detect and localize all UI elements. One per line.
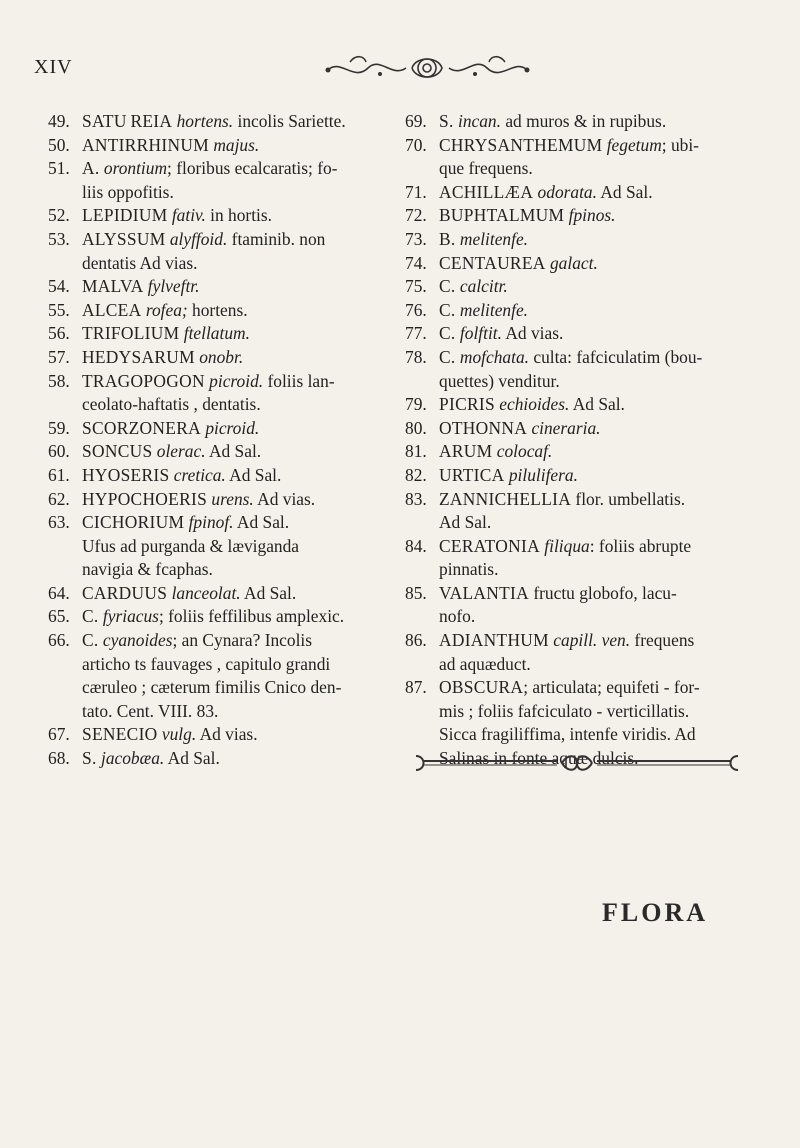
- entry-number: 82.: [405, 464, 427, 485]
- genus-name: OTHONNA: [439, 417, 528, 438]
- species-epithet: fpinof.: [188, 512, 234, 533]
- genus-name: ACHILLÆA: [439, 181, 534, 202]
- genus-name: C.: [439, 276, 456, 297]
- species-epithet: cretica.: [173, 464, 226, 485]
- entry-continuation: que frequens.: [439, 158, 533, 179]
- genus-name: C.: [439, 346, 456, 367]
- page-folio: XIV: [34, 56, 73, 78]
- entry-text: Ad Sal.: [225, 464, 282, 485]
- entry-continuation: navigia & fcaphas.: [82, 559, 213, 580]
- species-epithet: fativ.: [171, 205, 206, 226]
- entry-number: 53.: [48, 228, 70, 249]
- entry-number: 72.: [405, 205, 427, 226]
- catalog-entry: [405, 134, 725, 181]
- entry-text: ad muros & in rupibus.: [500, 111, 667, 131]
- entry-continuation: Sicca fragiliffima, intenfe viridis. Ad: [439, 724, 696, 745]
- genus-name: SONCUS: [82, 441, 153, 462]
- catalog-entry: [48, 322, 370, 346]
- tail-ornament-icon: [412, 752, 742, 774]
- catalog-entry: [405, 181, 725, 205]
- entry-number: 60.: [48, 441, 70, 462]
- genus-name: TRIFOLIUM: [82, 323, 180, 344]
- catalog-entry: [405, 417, 725, 441]
- species-epithet: calcitr.: [459, 276, 508, 297]
- genus-name: S.: [439, 111, 454, 131]
- catalog-entry: [405, 322, 725, 346]
- genus-name: C.: [439, 299, 456, 320]
- entry-number: 85.: [405, 582, 427, 603]
- entry-number: 80.: [405, 417, 427, 438]
- species-epithet: odorata.: [537, 181, 597, 202]
- species-epithet: galact.: [549, 252, 598, 273]
- catalog-entry: [48, 747, 370, 771]
- species-epithet: picroid.: [209, 370, 264, 391]
- entry-continuation: quettes) venditur.: [439, 370, 560, 391]
- genus-name: PICRIS: [439, 394, 495, 415]
- entry-text: ftaminib. non: [227, 228, 326, 249]
- left-column: [48, 110, 370, 771]
- genus-name: SATU REIA: [82, 111, 173, 131]
- species-epithet: cyanoides: [102, 630, 173, 651]
- genus-name: URTICA: [439, 464, 505, 485]
- genus-name: HEDYSARUM: [82, 346, 195, 367]
- entry-text: Ad Sal.: [164, 748, 220, 769]
- entry-number: 75.: [405, 276, 427, 297]
- entry-text: foliis lan-: [263, 370, 335, 391]
- species-epithet: olerac.: [156, 441, 206, 462]
- entry-number: 69.: [405, 111, 427, 131]
- catalog-entry: [48, 370, 370, 417]
- genus-name: BUPHTALMUM: [439, 205, 565, 226]
- catalog-entry: [48, 488, 370, 512]
- entry-number: 70.: [405, 134, 427, 155]
- genus-name: ANTIRRHINUM: [82, 134, 209, 155]
- catalog-entry: [48, 417, 370, 441]
- entry-number: 49.: [48, 111, 70, 131]
- catalog-entry: [405, 464, 725, 488]
- entry-number: 57.: [48, 346, 70, 367]
- species-epithet: filiqua: [544, 535, 590, 556]
- entry-number: 71.: [405, 181, 427, 202]
- species-epithet: folftit.: [459, 323, 502, 344]
- entry-text: frequens: [630, 630, 695, 651]
- entry-text: ; ubi-: [661, 134, 699, 155]
- entry-number: 74.: [405, 252, 427, 273]
- catalog-entry: [48, 440, 370, 464]
- species-epithet: echioides.: [499, 394, 570, 415]
- catalog-entry: [405, 535, 725, 582]
- entry-continuation: dentatis Ad vias.: [82, 252, 198, 273]
- entry-continuation: nofo.: [439, 606, 476, 627]
- entry-text: culta: fafciculatim (bou-: [529, 346, 703, 367]
- catalog-entry: [405, 488, 725, 535]
- catalog-entry: [405, 299, 725, 323]
- genus-name: B.: [439, 228, 456, 249]
- genus-name: C.: [439, 323, 456, 344]
- entry-text: Ad Sal.: [569, 394, 625, 415]
- genus-name: C.: [82, 630, 99, 651]
- catalog-entry: [48, 134, 370, 158]
- genus-name: HYOSERIS: [82, 464, 170, 485]
- entry-continuation: liis oppofitis.: [82, 181, 174, 202]
- entry-number: 54.: [48, 276, 70, 297]
- entry-number: 67.: [48, 724, 70, 745]
- catalog-entry: [405, 252, 725, 276]
- species-epithet: hortens.: [176, 111, 234, 131]
- entry-continuation: ad aquæduct.: [439, 653, 531, 674]
- entry-number: 64.: [48, 582, 70, 603]
- entry-continuation: tato. Cent. VIII. 83.: [82, 700, 219, 721]
- entry-text: Ad Sal.: [240, 582, 297, 603]
- genus-name: TRAGOPOGON: [82, 370, 205, 391]
- entry-number: 58.: [48, 370, 70, 391]
- catalog-entry: [48, 157, 370, 204]
- genus-name: C.: [82, 606, 99, 627]
- genus-name: CICHORIUM: [82, 512, 185, 533]
- catalog-entry: [405, 110, 725, 134]
- catalog-entry: [48, 204, 370, 228]
- entry-text: ; an Cynara? Incolis: [172, 630, 313, 651]
- entry-number: 83.: [405, 488, 427, 509]
- species-epithet: fegetum: [606, 134, 662, 155]
- entry-continuation: mis ; foliis fafciculato - verticillatis.: [439, 700, 690, 721]
- catalog-entry: [48, 605, 370, 629]
- catalog-entry: [48, 582, 370, 606]
- species-epithet: lanceolat.: [171, 582, 241, 603]
- genus-name: A.: [82, 158, 100, 179]
- genus-name: MALVA: [82, 276, 144, 297]
- entry-continuation: Salinas in fonte aquæ dulcis.: [439, 748, 639, 769]
- genus-name: HYPOCHOERIS: [82, 488, 208, 509]
- entry-text: Ad vias.: [501, 323, 564, 344]
- entry-text: in hortis.: [205, 205, 272, 226]
- genus-name: ALCEA: [82, 299, 142, 320]
- entry-number: 76.: [405, 299, 427, 320]
- entry-text: flor. umbellatis.: [571, 488, 686, 509]
- entry-number: 87.: [405, 677, 427, 698]
- entry-number: 65.: [48, 606, 70, 627]
- species-epithet: rofea;: [145, 299, 188, 320]
- catalog-entry: [405, 629, 725, 676]
- catalog-entry: [405, 275, 725, 299]
- species-epithet: fyriacus: [102, 606, 159, 627]
- right-column: [405, 110, 725, 771]
- entry-continuation: Ad Sal.: [439, 512, 492, 533]
- genus-name: SCORZONERA: [82, 417, 201, 438]
- entry-text: hortens.: [187, 299, 248, 320]
- genus-name: ARUM: [439, 441, 493, 462]
- head-ornament-icon: [320, 48, 535, 88]
- entry-number: 86.: [405, 630, 427, 651]
- entry-number: 84.: [405, 535, 427, 556]
- genus-name: CENTAUREA: [439, 252, 546, 273]
- entry-number: 79.: [405, 394, 427, 415]
- species-epithet: fylveftr.: [147, 276, 200, 297]
- entry-number: 78.: [405, 346, 427, 367]
- entry-text: incolis Sariette.: [233, 111, 346, 131]
- entry-number: 77.: [405, 323, 427, 344]
- species-epithet: cineraria.: [531, 417, 601, 438]
- entry-continuation: pinnatis.: [439, 559, 499, 580]
- entry-number: 66.: [48, 630, 70, 651]
- catalog-entry: [405, 346, 725, 393]
- entry-text: Ad vias.: [196, 724, 258, 745]
- catalog-entry: [48, 464, 370, 488]
- entry-text: Ad Sal.: [596, 181, 653, 202]
- catalog-entry: [405, 393, 725, 417]
- species-epithet: urens.: [211, 488, 254, 509]
- genus-name: CHRYSANTHEMUM: [439, 134, 603, 155]
- entry-continuation: Ufus ad purganda & læviganda: [82, 535, 300, 556]
- genus-name: LEPIDIUM: [82, 205, 168, 226]
- entry-text: ; foliis feffilibus amplexic.: [158, 606, 345, 627]
- entry-number: 59.: [48, 417, 70, 438]
- species-epithet: vulg.: [161, 724, 197, 745]
- species-epithet: capill. ven.: [553, 630, 631, 651]
- catalog-entry: [405, 440, 725, 464]
- entry-text: : foliis abrupte: [589, 535, 692, 556]
- entry-text: Ad Sal.: [205, 441, 262, 462]
- species-epithet: majus.: [213, 134, 260, 155]
- entry-number: 50.: [48, 134, 70, 155]
- entry-number: 62.: [48, 488, 70, 509]
- species-epithet: fpinos.: [568, 205, 616, 226]
- entry-continuation: cæruleo ; cæterum fimilis Cnico den-: [82, 677, 342, 698]
- genus-name: CERATONIA: [439, 535, 540, 556]
- species-epithet: picroid.: [205, 417, 260, 438]
- entry-number: 73.: [405, 228, 427, 249]
- entry-number: 55.: [48, 299, 70, 320]
- species-epithet: melitenfe.: [459, 299, 529, 320]
- entry-number: 52.: [48, 205, 70, 226]
- catalog-entry: [48, 110, 370, 134]
- species-epithet: alyffoid.: [169, 228, 228, 249]
- entry-text: ; floribus ecalcaratis; fo-: [167, 158, 338, 179]
- species-epithet: melitenfe.: [459, 228, 529, 249]
- catalog-entry: [48, 723, 370, 747]
- entry-number: 68.: [48, 748, 70, 769]
- species-epithet: mofchata.: [459, 346, 529, 367]
- genus-name: S.: [82, 748, 97, 769]
- species-epithet: colocaf.: [496, 441, 553, 462]
- species-epithet: incan.: [457, 111, 501, 131]
- catalog-entry: [405, 228, 725, 252]
- genus-name: VALANTIA: [439, 582, 529, 603]
- entry-text: fructu globofo, lacu-: [529, 582, 677, 603]
- entry-number: 63.: [48, 512, 70, 533]
- catalog-entry: [48, 275, 370, 299]
- genus-name: ALYSSUM: [82, 228, 166, 249]
- genus-name: CARDUUS: [82, 582, 168, 603]
- species-epithet: jacobæa.: [100, 748, 165, 769]
- entry-text: ; articulata; equifeti - for-: [523, 677, 700, 698]
- catalog-entry: [48, 299, 370, 323]
- catalog-entry: [48, 228, 370, 275]
- catalog-entry: [48, 346, 370, 370]
- catalog-entry: [405, 204, 725, 228]
- species-epithet: pilulifera.: [508, 464, 578, 485]
- genus-name: SENECIO: [82, 724, 158, 745]
- catalog-entry: [48, 629, 370, 723]
- species-epithet: ftellatum.: [183, 323, 250, 344]
- entry-continuation: ceolato-haftatis , dentatis.: [82, 394, 261, 415]
- entry-continuation: articho ts fauvages , capitulo grandi: [82, 653, 331, 674]
- entry-text: Ad Sal.: [233, 512, 290, 533]
- catalog-entry: [48, 511, 370, 582]
- genus-name: OBSCURA: [439, 677, 524, 698]
- catalog-entry: [405, 582, 725, 629]
- entry-number: 56.: [48, 323, 70, 344]
- genus-name: ZANNICHELLIA: [439, 488, 572, 509]
- entry-text: Ad vias.: [253, 488, 316, 509]
- entry-number: 81.: [405, 441, 427, 462]
- catchword: FLORA: [602, 898, 708, 927]
- species-epithet: orontium: [103, 158, 168, 179]
- species-epithet: onobr.: [199, 346, 244, 367]
- genus-name: ADIANTHUM: [439, 630, 549, 651]
- entry-number: 61.: [48, 464, 70, 485]
- entry-number: 51.: [48, 158, 70, 179]
